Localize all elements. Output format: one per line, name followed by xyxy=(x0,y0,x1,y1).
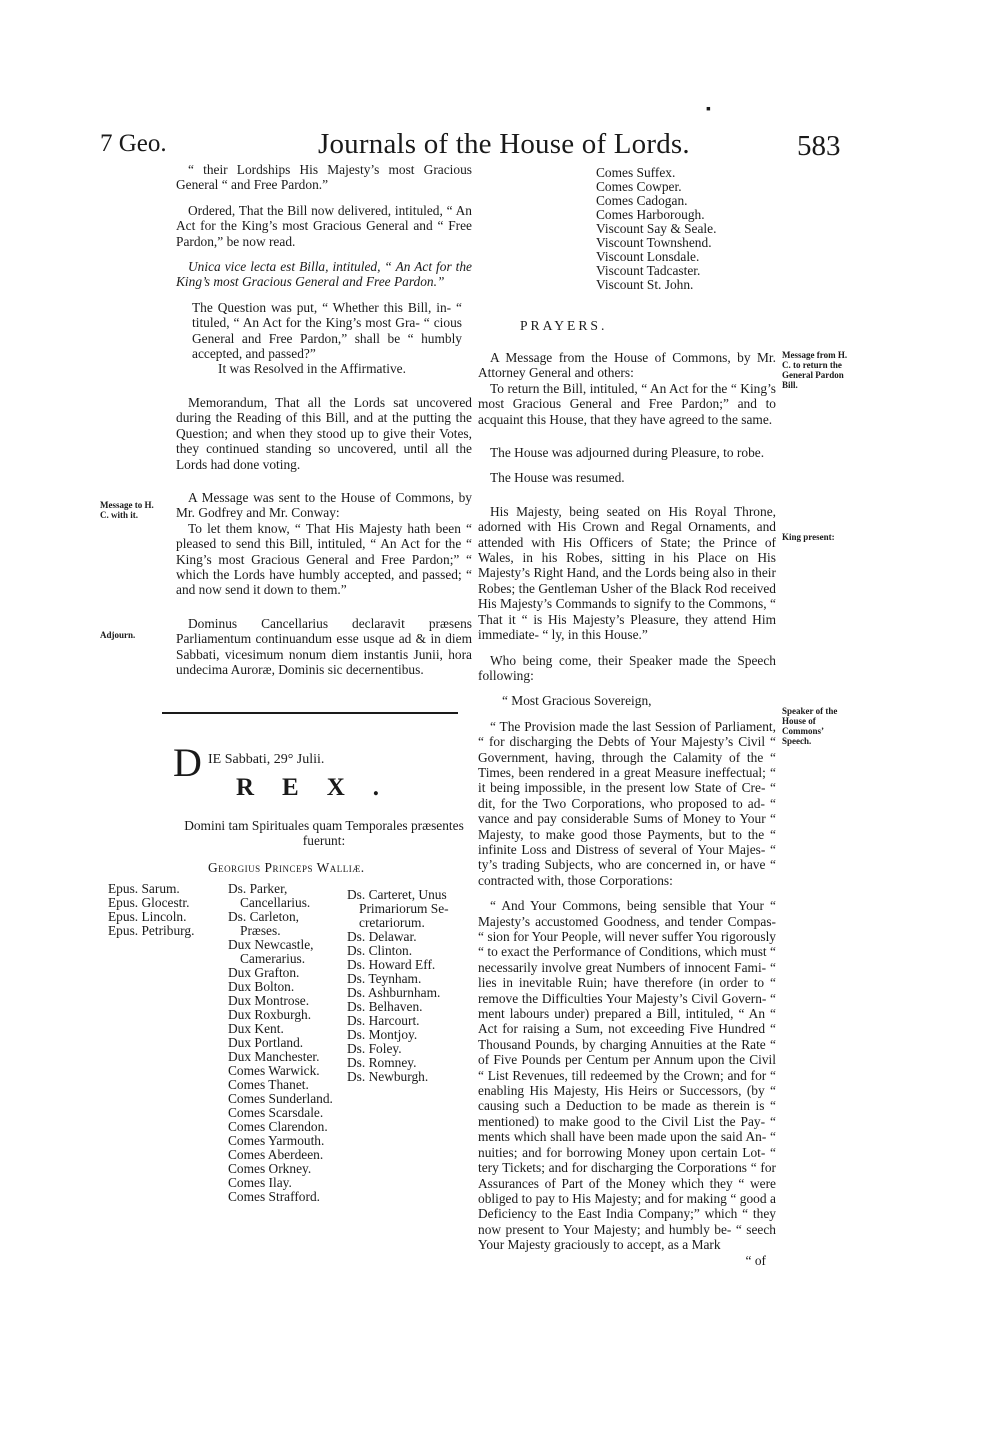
lord-entry: Comes Yarmouth. xyxy=(228,1133,325,1148)
lord-entry: Ds. Foley. xyxy=(347,1041,402,1056)
lord-entry: Comes Thanet. xyxy=(228,1077,309,1092)
paragraph-to-let-them-know: To let them know, “ That His Majesty hath been “ pleased to send this Bill, intituled, “ An Act for the “ King’s most Gracious General and Free Pardon;” “ which the Lords have humbly accepted, and passed; “ and now send it down to them.” xyxy=(176,520,472,598)
margin-note-message: Message to H. C. with it. xyxy=(100,500,154,520)
paragraph-who-being-come: Who being come, their Speaker made the Speech following: xyxy=(478,652,776,683)
lord-entry: Ds. Carteret, Unus xyxy=(347,887,447,902)
resolved-affirmative: It was Resolved in the Affirmative. xyxy=(218,361,406,377)
lord-entry: Epus. Petriburg. xyxy=(108,923,195,938)
lord-entry: Comes Cowper. xyxy=(596,179,682,194)
lord-entry: Comes Suffex. xyxy=(596,165,676,180)
lord-entry: Comes Harborough. xyxy=(596,207,705,222)
lord-entry: Primariorum Se- xyxy=(359,901,449,916)
lord-entry: Viscount Lonsdale. xyxy=(596,249,700,264)
margin-note-adjourn: Adjourn. xyxy=(100,630,136,640)
catchword: “ of xyxy=(745,1252,766,1268)
lord-entry: Comes Ilay. xyxy=(228,1175,292,1190)
question-put: The Question was put, “ Whether this Bill, in- “ tituled, “ An Act for the King’s most Gra- “ cious General and Free Pardon,” shall be “ humbly accepted, and passed?” xyxy=(192,299,462,362)
lord-entry: Dux Portland. xyxy=(228,1035,304,1050)
paragraph-house-resumed: The House was resumed. xyxy=(490,470,625,486)
lord-entry: Dux Kent. xyxy=(228,1021,284,1036)
lord-entry: Viscount St. John. xyxy=(596,277,694,292)
lord-entry: Dux Grafton. xyxy=(228,965,300,980)
lord-entry: Ds. Newburgh. xyxy=(347,1069,429,1084)
paragraph-adjourned-to-robe: The House was adjourned during Pleasure, to robe. xyxy=(490,445,765,461)
page-title: Journals of the House of Lords. xyxy=(318,128,690,160)
prince-of-wales: Georgius Princeps Walliæ. xyxy=(208,860,365,875)
paragraph-to-return: To return the Bill, intituled, “ An Act for the “ King’s most Gracious General and Free Pardon;” and to acquaint this House, that they have agreed to the same. xyxy=(478,380,776,427)
lord-entry: Viscount Say & Seale. xyxy=(596,221,717,236)
paragraph-ordered: Ordered, That the Bill now delivered, intituled, “ An Act for the King’s most Gracious General and “ Free Pardon,” be now read. xyxy=(176,202,472,249)
left-column xyxy=(176,162,472,677)
lord-entry: Comes Aberdeen. xyxy=(228,1147,324,1162)
paragraph-message-from-commons: A Message from the House of Commons, by Mr. Attorney General and others: xyxy=(478,350,776,381)
lord-entry: Camerarius. xyxy=(240,951,306,966)
lord-entry: Ds. Belhaven. xyxy=(347,999,423,1014)
lord-entry: Ds. Teynham. xyxy=(347,971,422,986)
peers-list-1 xyxy=(228,882,333,1204)
lord-entry: Ds. Parker, xyxy=(228,881,288,896)
lord-entry: Dux Newcastle, xyxy=(228,937,314,952)
prayers-heading: PRAYERS. xyxy=(520,318,608,333)
lord-entry: Præses. xyxy=(240,923,281,938)
page-number: 583 xyxy=(797,130,841,162)
lord-entry: Ds. Delawar. xyxy=(347,929,417,944)
speech-salutation: “ Most Gracious Sovereign, xyxy=(502,693,652,709)
rex-heading: REX. xyxy=(236,774,408,801)
lord-entry: Viscount Townshend. xyxy=(596,235,712,250)
lord-entry: cretariorum. xyxy=(359,915,425,930)
right-column xyxy=(478,350,776,1268)
session-date: IE Sabbati, 29° Julii. xyxy=(208,752,325,767)
lord-entry: Dux Roxburgh. xyxy=(228,1007,312,1022)
lord-entry: Dux Montrose. xyxy=(228,993,310,1008)
lord-entry: Ds. Ashburnham. xyxy=(347,985,441,1000)
lord-entry: Comes Clarendon. xyxy=(228,1119,328,1134)
lord-entry: Comes Strafford. xyxy=(228,1189,320,1204)
lord-entry: Comes Warwick. xyxy=(228,1063,320,1078)
lord-entry: Epus. Glocestr. xyxy=(108,895,190,910)
lord-entry: Ds. Clinton. xyxy=(347,943,413,958)
lord-entry: Comes Scarsdale. xyxy=(228,1105,324,1120)
lord-entry: Dux Bolton. xyxy=(228,979,295,994)
lord-entry: Comes Sunderland. xyxy=(228,1091,333,1106)
speech-paragraph-2: “ And Your Commons, being sensible that Your “ Majesty’s accustomed Goodness, and tender Compas- “ sion for Your People, will never suffer You rigorously “ to exact the Performance of Conditions, which must “ necessarily involve great Numbers of innocent Fami- “ lies in inevitable Ruin; have therefore (in order to “ remove the Difficulties Your Majesty’s Civil Govern- “ ment labours under) prepared a Bill, intituled, “ An “ Act for raising a Sum, not exceeding Five Hundred “ Thousand Pounds, by charging Annuities at the Rate “ of Five Pounds per Centum per Annum upon the Civil “ List Revenues, till redeemed by the Crown; and for “ enabling His Majesty, His Heirs or Successors, (by “ causing such a Deduction to be made as therein is “ mentioned) to make good to the Civil List the Pay- “ ments which shall have been made upon the said An- “ nuities; and for borrowing Money upon certain Lot- “ tery Tickets; and for discharging the Corporations “ for Assurances of Part of the Money which they “ were obliged to pay to His Majesty; and for making “ good a Deficiency to the East India Company;” which “ they now present to Your Majesty; and humbly be- “ seech Your Majesty graciously to accept, as a Mark xyxy=(478,898,776,1253)
lord-entry: Epus. Sarum. xyxy=(108,881,180,896)
lord-entry: Cancellarius. xyxy=(240,895,311,910)
paragraph-their-lordships: “ their Lordships His Majesty’s most Gracious General “ and Free Pardon.” xyxy=(176,162,472,193)
paragraph-unica-vice: Unica vice lecta est Billa, intituled, “ An Act for the King’s most Gracious General and Free Pardon.” xyxy=(176,259,472,290)
paragraph-adjournment: Dominus Cancellarius declaravit præsens Parliamentum continuandum esse usque ad & in diem Sabbati, vicesimum nonum diem instantis Junii, hora undecima Auroræ, Dominis sic decernentibus. xyxy=(176,615,472,677)
margin-note-king-present: King present: xyxy=(782,532,835,542)
lord-entry: Comes Cadogan. xyxy=(596,193,688,208)
lord-entry: Ds. Harcourt. xyxy=(347,1013,420,1028)
speech-paragraph-1: “ The Provision made the last Session of Parliament, “ for discharging the Debts of Your Majesty’s Civil “ Government, having, through the Calamity of the “ Times, been rendered in a great Measure ineffectual; “ it being impossible, in the present low State of Cre- “ dit, for the Two Corporations, who proposed to ad- “ vance and pay considerable Sums of Money to Your “ Majesty, to make good those Payments, but to the “ infinite Loss and Distress of several of Your Majes- “ ty’s trading Subjects, who are concerned in, or have “ contracted with, those Corporations: xyxy=(478,718,776,888)
lord-entry: Epus. Lincoln. xyxy=(108,909,187,924)
bishops-list xyxy=(108,882,194,938)
lord-entry: Ds. Montjoy. xyxy=(347,1027,418,1042)
lord-entry: Ds. Romney. xyxy=(347,1055,417,1070)
lord-entry: Dux Manchester. xyxy=(228,1049,320,1064)
section-divider xyxy=(162,712,458,714)
lord-entry: Ds. Carleton, xyxy=(228,909,300,924)
print-mark: ▪ xyxy=(706,102,711,117)
lord-entry: Comes Orkney. xyxy=(228,1161,312,1176)
domini-present-heading: Domini tam Spirituales quam Temporales præsentes fuerunt: xyxy=(184,818,464,849)
margin-note-speaker: Speaker of the House of Commons’ Speech. xyxy=(782,706,838,746)
drop-cap: D xyxy=(173,740,202,785)
peers-list-3 xyxy=(596,166,716,292)
lord-entry: Ds. Howard Eff. xyxy=(347,957,436,972)
peers-list-2 xyxy=(347,888,449,1084)
margin-note-message-from: Message from H. C. to return the General Pardon Bill. xyxy=(782,350,848,390)
header-volume: 7 Geo. xyxy=(100,130,167,157)
paragraph-memorandum: Memorandum, That all the Lords sat uncovered during the Reading of this Bill, and at the putting the Question; and when they stood up to give their Votes, they continued standing so uncovered, until all the Lords had done voting. xyxy=(176,394,472,472)
paragraph-message-sent: A Message was sent to the House of Commons, by Mr. Godfrey and Mr. Conway: xyxy=(176,489,472,521)
lord-entry: Viscount Tadcaster. xyxy=(596,263,701,278)
paragraph-his-majesty-seated: His Majesty, being seated on His Royal Throne, adorned with His Crown and Regal Ornaments, and attended with His Officers of State; the Prince of Wales, in his Robes, sitting in his Place on His Majesty’s Right Hand, and the Lords being also in their Robes; the Gentleman Usher of the Black Rod received His Majesty’s Commands to signify to the Commons, “ That it “ is His Majesty’s Pleasure, they attend Him immediate- “ ly, in this House.” xyxy=(478,503,776,643)
